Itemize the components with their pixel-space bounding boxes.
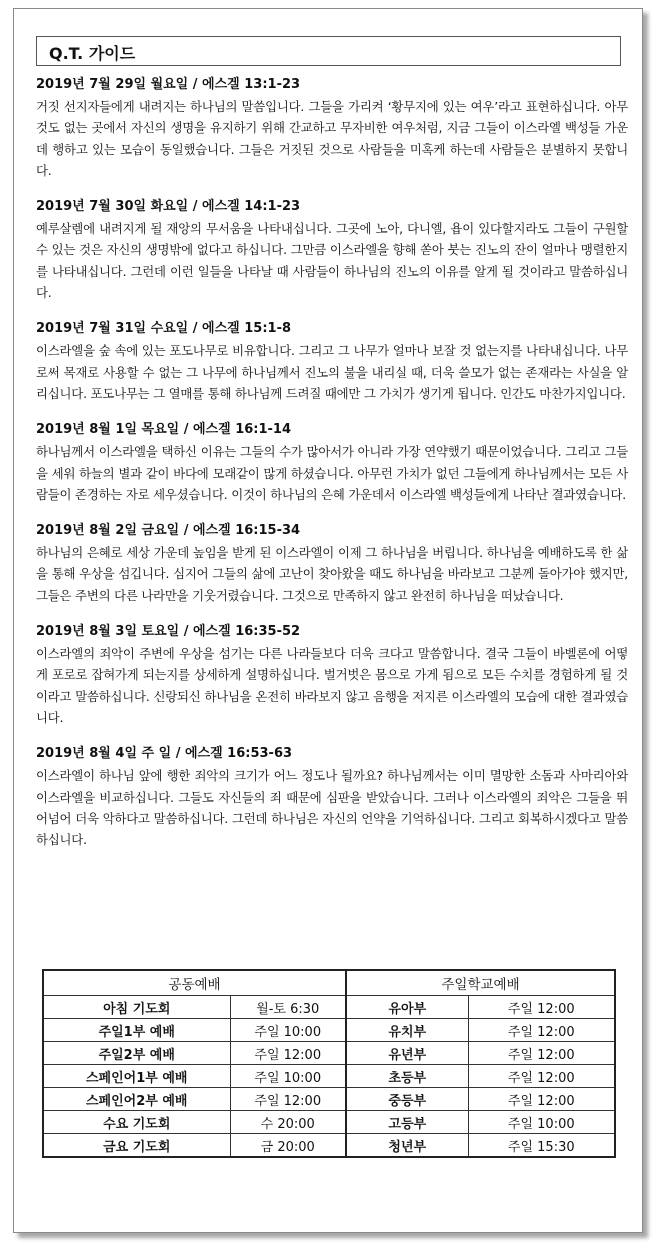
entry-title: 2019년 7월 30일 화요일 / 에스겔 14:1-23	[36, 199, 301, 215]
schedule-row	[43, 1088, 615, 1111]
service-name: 스페인어1부 예배	[43, 1065, 230, 1088]
department-time: 주일 12:00	[468, 1042, 615, 1065]
department-time: 주일 12:00	[468, 1019, 615, 1042]
qt-entry	[36, 75, 628, 181]
service-name: 주일1부 예배	[43, 1019, 230, 1042]
entry-title: 2019년 8월 4일 주 일 / 에스겔 16:53-63	[36, 746, 293, 762]
entry-body: 하나님께서 이스라엘을 택하신 이유는 그들의 수가 많아서가 아니라 가장 연약했기 때문이었습니다. 그리고 그들을 세워 하늘의 별과 같이 바다에 모래같이 많게 하셨습니다. 아무런 가치가 없던 그들에게 하나님께서는 모든 사람들이 존경하는 자로 세우셨습니다. 이것이 하나님의 은혜 가운데서 이스라엘 백성들에게 나타난 결과였습니다.	[36, 444, 628, 502]
service-time: 주일 12:00	[230, 1042, 346, 1065]
department-name: 고등부	[346, 1111, 468, 1134]
department-time: 주일 12:00	[468, 1065, 615, 1088]
schedule-row	[43, 1111, 615, 1134]
entry-body: 하나님의 은혜로 세상 가운데 높임을 받게 된 이스라엘이 이제 그 하나님을 버립니다. 하나님을 예배하도록 한 삶을 통해 우상을 섬깁니다. 심지어 그들의 삶에 고난이 찾아왔을 때도 하나님을 바라보고 그분께 돌아가야 했지만, 그들은 주변의 다른 나라만을 기웃거렸습니다. 그것으로 만족하지 않고 완전히 하나님을 떠났습니다.	[36, 545, 628, 603]
qt-entry	[36, 420, 628, 505]
service-name: 주일2부 예배	[43, 1042, 230, 1065]
department-name: 유아부	[346, 996, 468, 1019]
entry-body: 이스라엘이 하나님 앞에 행한 죄악의 크기가 어느 정도나 될까요? 하나님께서는 이미 멸망한 소돔과 사마리아와 이스라엘을 비교하십니다. 그들도 자신들의 죄 때문에 심판을 받았습니다. 그러나 이스라엘의 죄악은 그들을 뛰어넘어 더욱 악하다고 말씀하십니다. 그런데 하나님은 자신의 언약을 기억하십니다. 그리고 회복하시겠다고 말씀하십니다.	[36, 768, 628, 848]
service-time: 월-토 6:30	[230, 996, 346, 1019]
service-name: 아침 기도회	[43, 996, 230, 1019]
schedule-row	[43, 1065, 615, 1088]
service-time: 주일 10:00	[230, 1065, 346, 1088]
qt-entry	[36, 622, 628, 728]
qt-entry	[36, 319, 628, 404]
department-time: 주일 15:30	[468, 1134, 615, 1158]
entry-body: 거짓 선지자들에게 내려지는 하나님의 말씀입니다. 그들을 가리켜 ‘황무지에 있는 여우’라고 표현하십니다. 아무 것도 없는 곳에서 자신의 생명을 유지하기 위해 간교하고 무자비한 여우처럼, 지금 그들이 이스라엘 백성들 가운데 행하고 있는 모습이 동일했습니다. 그들은 거짓된 것으로 사람들을 미혹케 하는데 사람들은 분별하지 못합니다.	[36, 99, 628, 178]
service-time: 금 20:00	[230, 1134, 346, 1158]
department-time: 주일 12:00	[468, 996, 615, 1019]
service-name: 수요 기도회	[43, 1111, 230, 1134]
service-time: 수 20:00	[230, 1111, 346, 1134]
service-time: 주일 10:00	[230, 1019, 346, 1042]
department-name: 유년부	[346, 1042, 468, 1065]
schedule-row	[43, 1042, 615, 1065]
bulletin-page	[13, 8, 643, 1233]
entry-title: 2019년 8월 1일 목요일 / 에스겔 16:1-14	[36, 422, 292, 438]
department-time: 주일 10:00	[468, 1111, 615, 1134]
entry-title: 2019년 8월 2일 금요일 / 에스겔 16:15-34	[36, 523, 301, 539]
worship-schedule-table	[42, 969, 616, 1158]
entry-body: 이스라엘의 죄악이 주변에 우상을 섬기는 다른 나라들보다 더욱 크다고 말씀합니다. 결국 그들이 바벨론에 어떻게 포로로 잡혀가게 되는지를 상세하게 설명하십니다. 벌거벗은 몸으로 가게 됨으로 모든 수치를 경험하게 될 것이라고 말씀하십니다. 신랑되신 하나님을 온전히 바라보지 않고 음행을 저지른 이스라엘의 모습에 대한 결과였습니다.	[36, 646, 628, 725]
schedule-row	[43, 1019, 615, 1042]
sunday-school-header: 주일학교예배	[346, 970, 615, 996]
qt-entry	[36, 521, 628, 606]
entry-body: 이스라엘을 숲 속에 있는 포도나무로 비유합니다. 그리고 그 나무가 얼마나 보잘 것 없는지를 나타내십니다. 나무로써 목재로 사용할 수 없는 그 나무에 하나님께서 진노의 불을 내리실 때, 더욱 쓸모가 없는 존재라는 사실을 알리십니다. 포도나무는 그 열매를 통해 하나님께 드려질 때에만 그 가치가 생기게 됩니다. 인간도 마찬가지입니다.	[36, 343, 628, 401]
entry-title: 2019년 8월 3일 토요일 / 에스겔 16:35-52	[36, 624, 301, 640]
qt-guide-header	[36, 36, 621, 66]
service-time: 주일 12:00	[230, 1088, 346, 1111]
department-name: 초등부	[346, 1065, 468, 1088]
entry-body: 예루살렘에 내려지게 될 재앙의 무서움을 나타내십니다. 그곳에 노아, 다니엘, 욥이 있다할지라도 그들이 구원할 수 있는 것은 자신의 생명밖에 없다고 하십니다. 그만큼 이스라엘을 향해 쏟아 붓는 진노의 잔이 얼마나 맹렬한지를 나타내십니다. 그런데 이런 일들을 나타날 때 사람들이 하나님의 진노의 이유를 알게 될 것이라고 말씀하십니다.	[36, 221, 628, 301]
service-name: 스페인어2부 예배	[43, 1088, 230, 1111]
department-time: 주일 12:00	[468, 1088, 615, 1111]
qt-entries	[36, 75, 628, 866]
qt-guide-title: Q.T. 가이드	[49, 44, 136, 63]
entry-title: 2019년 7월 29일 월요일 / 에스겔 13:1-23	[36, 77, 301, 92]
schedule-row	[43, 1134, 615, 1158]
schedule-row	[43, 996, 615, 1019]
public-worship-header: 공동예배	[43, 970, 346, 996]
department-name: 청년부	[346, 1134, 468, 1158]
entry-title: 2019년 7월 31일 수요일 / 에스겔 15:1-8	[36, 321, 292, 337]
department-name: 유치부	[346, 1019, 468, 1042]
qt-entry	[36, 744, 628, 850]
qt-entry	[36, 197, 628, 303]
service-name: 금요 기도회	[43, 1134, 230, 1158]
department-name: 중등부	[346, 1088, 468, 1111]
schedule-header-row	[43, 970, 615, 996]
